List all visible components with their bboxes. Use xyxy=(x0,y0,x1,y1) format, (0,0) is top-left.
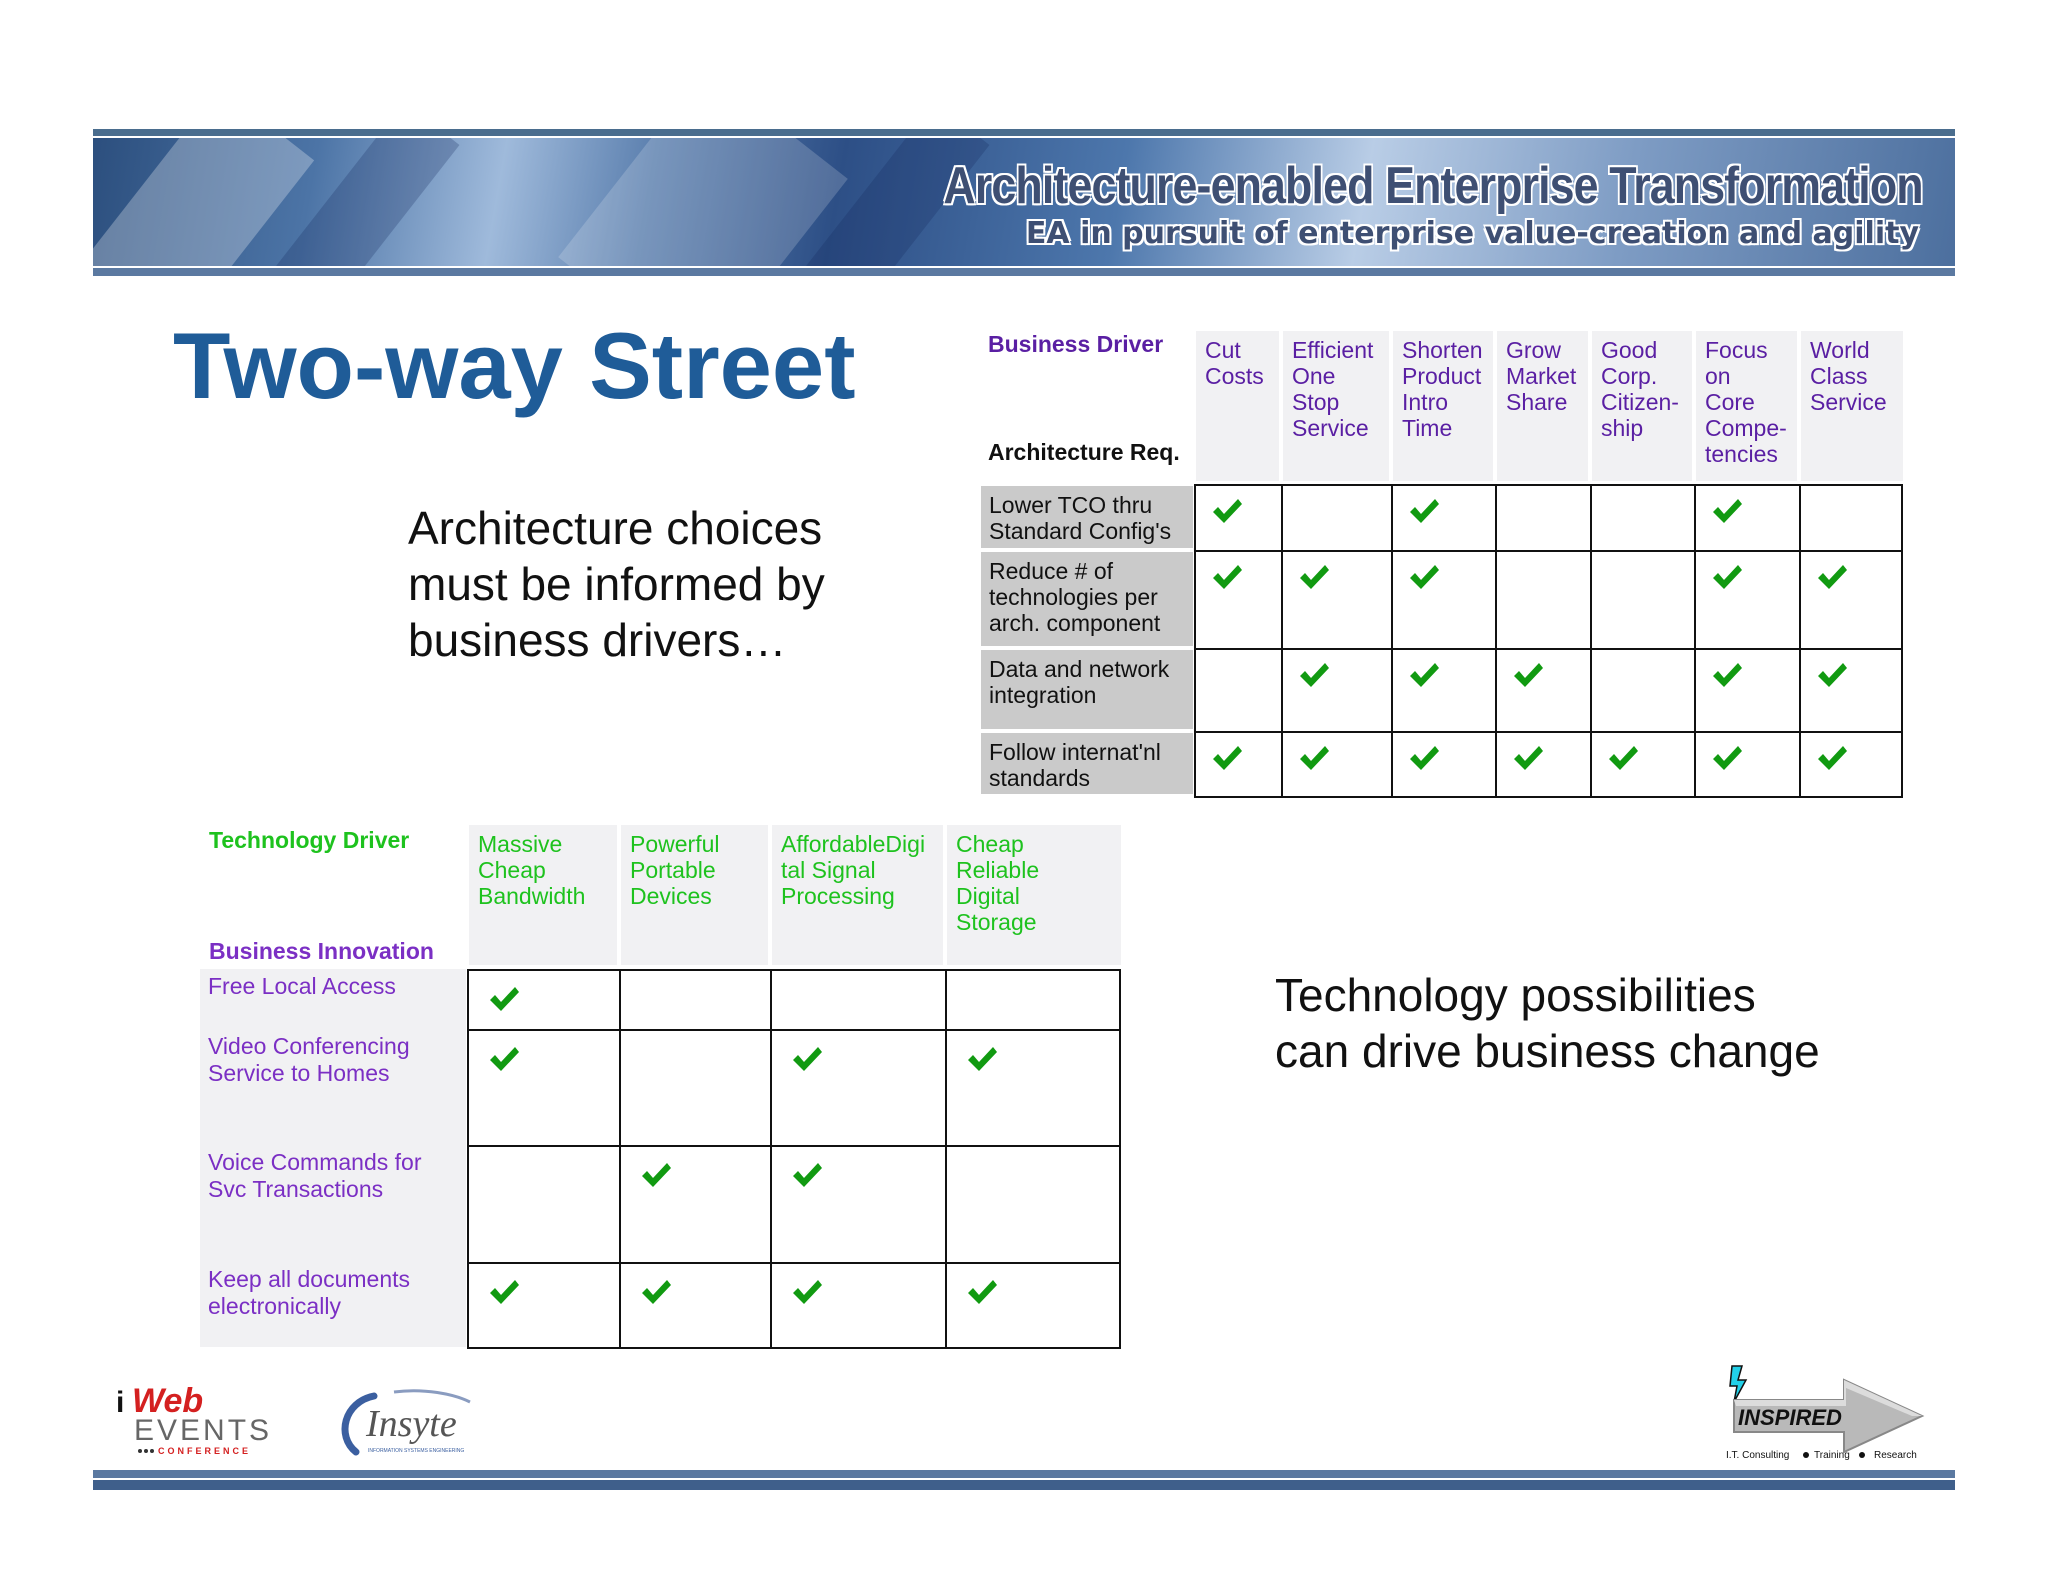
iweb-events-logo xyxy=(112,1380,312,1460)
matrix-cell xyxy=(945,1145,1121,1264)
matrix-cell xyxy=(1590,484,1696,552)
checkmark-icon xyxy=(790,1044,824,1074)
matrix-cell xyxy=(619,969,772,1031)
column-header-line: Share xyxy=(1506,389,1568,415)
checkmark-icon xyxy=(1407,660,1441,690)
statement-line: Technology possibilities xyxy=(1275,969,1756,1021)
business-innovation-row-label xyxy=(200,1262,466,1347)
row-label-line: Voice Commands for xyxy=(208,1149,422,1175)
inspired-tagline-research: Research xyxy=(1874,1450,1917,1461)
checkmark-icon xyxy=(1511,743,1545,773)
inspired-logo-graphic xyxy=(1726,1362,1926,1462)
inspired-logo xyxy=(1726,1362,1926,1462)
column-header-line: Digital xyxy=(956,883,1020,909)
matrix-cell xyxy=(1799,484,1903,552)
inspired-tagline-consulting: I.T. Consulting xyxy=(1726,1450,1790,1461)
column-header-line: Powerful xyxy=(630,831,720,857)
banner-bottom-rule xyxy=(93,268,1955,276)
statement-line: must be informed by xyxy=(408,558,825,610)
row-label-line: arch. component xyxy=(989,610,1161,636)
iweb-logo-i: i xyxy=(116,1386,125,1419)
row-label-line: Svc Transactions xyxy=(208,1176,384,1202)
banner-title: Architecture-enabled Enterprise Transformation xyxy=(943,157,1923,215)
business-driver-column-header xyxy=(1696,331,1797,481)
checkmark-icon xyxy=(1407,496,1441,526)
column-header-line: Service xyxy=(1292,415,1369,441)
matrix-cell xyxy=(1590,648,1696,733)
checkmark-icon xyxy=(1815,562,1849,592)
inspired-tagline-training: Training xyxy=(1814,1450,1850,1461)
statement-line: can drive business change xyxy=(1275,1025,1820,1077)
checkmark-icon xyxy=(1297,562,1331,592)
column-header-line: Compe- xyxy=(1705,415,1787,441)
insyte-logo xyxy=(334,1386,484,1460)
checkmark-icon xyxy=(1210,562,1244,592)
matrix-cell xyxy=(1590,550,1696,650)
iweb-logo-events: EVENTS xyxy=(134,1414,273,1447)
architecture-req-row-label xyxy=(981,733,1193,794)
column-header-line: Massive xyxy=(478,831,563,857)
column-header-line: Intro xyxy=(1402,389,1449,415)
iweb-events-logo-graphic xyxy=(112,1380,312,1460)
checkmark-icon xyxy=(1511,660,1545,690)
column-header-line: Grow xyxy=(1506,337,1561,363)
page-title: Two-way Street xyxy=(173,313,856,418)
row-label-line: Free Local Access xyxy=(208,973,396,999)
column-header-line: Stop xyxy=(1292,389,1340,415)
checkmark-icon xyxy=(639,1277,673,1307)
checkmark-icon xyxy=(1815,743,1849,773)
checkmark-icon xyxy=(1297,743,1331,773)
banner-light-beam xyxy=(558,138,848,266)
column-header-line: ship xyxy=(1601,415,1644,441)
checkmark-icon xyxy=(790,1160,824,1190)
checkmark-icon xyxy=(965,1277,999,1307)
insyte-logo-graphic xyxy=(334,1386,484,1460)
header-banner xyxy=(93,138,1955,266)
iweb-logo-word: Web xyxy=(132,1382,204,1420)
matrix-cell xyxy=(467,1145,621,1264)
statement-line: business drivers… xyxy=(408,614,787,666)
technology-driver-column-header xyxy=(621,825,768,965)
column-header-line: Bandwidth xyxy=(478,883,586,909)
matrix-cell xyxy=(1495,550,1592,650)
checkmark-icon xyxy=(1815,660,1849,690)
column-header-line: Core xyxy=(1705,389,1755,415)
checkmark-icon xyxy=(1210,496,1244,526)
architecture-req-row-label xyxy=(981,650,1193,729)
row-label-line: Standard Config's xyxy=(989,518,1172,544)
column-header-line: Cheap xyxy=(956,831,1024,857)
inspired-logo-word: INSPIRED xyxy=(1738,1405,1842,1430)
column-header-line: Cheap xyxy=(478,857,546,883)
business-driver-column-header xyxy=(1393,331,1493,481)
column-header-line: Efficient xyxy=(1292,337,1374,363)
business-innovation-row-label xyxy=(200,1029,466,1145)
row-label-line: standards xyxy=(989,765,1091,791)
footer-rule xyxy=(93,1470,1955,1478)
column-header-line: tal Signal xyxy=(781,857,876,883)
business-driver-column-header xyxy=(1196,331,1279,481)
column-header-line: Focus xyxy=(1705,337,1768,363)
banner-light-beam xyxy=(93,138,314,266)
row-label-line: Follow internat'nl xyxy=(989,739,1161,765)
column-header-line: Service xyxy=(1810,389,1887,415)
column-header-line: AffordableDigi xyxy=(781,831,926,857)
row-label-line: electronically xyxy=(208,1293,341,1319)
checkmark-icon xyxy=(965,1044,999,1074)
iweb-logo-conference: CONFERENCE xyxy=(158,1446,252,1456)
insyte-logo-tag: INFORMATION SYSTEMS ENGINEERING xyxy=(368,1448,465,1454)
column-header-line: Good xyxy=(1601,337,1658,363)
checkmark-icon xyxy=(790,1277,824,1307)
business-drivers-statement xyxy=(408,500,825,668)
column-header-line: World xyxy=(1810,337,1870,363)
technology-driver-column-header xyxy=(947,825,1121,965)
column-header-line: Processing xyxy=(781,883,895,909)
row-label-line: Service to Homes xyxy=(208,1060,390,1086)
row-label-line: integration xyxy=(989,682,1097,708)
checkmark-icon xyxy=(1407,562,1441,592)
architecture-req-label: Architecture Req. xyxy=(988,439,1180,465)
business-innovation-row-label xyxy=(200,1145,466,1262)
row-label-line: Keep all documents xyxy=(208,1266,411,1292)
row-label-line: technologies per xyxy=(989,584,1158,610)
column-header-line: tencies xyxy=(1705,441,1778,467)
checkmark-icon xyxy=(1710,660,1744,690)
business-innovation-label: Business Innovation xyxy=(209,938,434,964)
column-header-line: Portable xyxy=(630,857,716,883)
checkmark-icon xyxy=(487,984,521,1014)
business-driver-column-header xyxy=(1592,331,1692,481)
checkmark-icon xyxy=(1407,743,1441,773)
column-header-line: Storage xyxy=(956,909,1037,935)
business-driver-column-header xyxy=(1283,331,1389,481)
column-header-line: Corp. xyxy=(1601,363,1658,389)
checkmark-icon xyxy=(487,1044,521,1074)
column-header-line: on xyxy=(1705,363,1731,389)
row-label-line: Reduce # of xyxy=(989,558,1114,584)
matrix-cell xyxy=(1281,484,1393,552)
column-header-line: One xyxy=(1292,363,1336,389)
column-header-line: Cut xyxy=(1205,337,1241,363)
row-label-line: Data and network xyxy=(989,656,1170,682)
matrix-cell xyxy=(770,969,947,1031)
checkmark-icon xyxy=(487,1277,521,1307)
checkmark-icon xyxy=(1710,496,1744,526)
architecture-req-row-label xyxy=(981,486,1193,548)
technology-driver-label: Technology Driver xyxy=(209,827,410,853)
column-header-line: Citizen- xyxy=(1601,389,1679,415)
checkmark-icon xyxy=(1297,660,1331,690)
checkmark-icon xyxy=(1710,743,1744,773)
column-header-line: Costs xyxy=(1205,363,1264,389)
matrix-cell xyxy=(945,969,1121,1031)
column-header-line: Reliable xyxy=(956,857,1040,883)
checkmark-icon xyxy=(639,1160,673,1190)
technology-possibilities-statement xyxy=(1275,967,1820,1079)
statement-line: Architecture choices xyxy=(408,502,823,554)
checkmark-icon xyxy=(1210,743,1244,773)
technology-driver-column-header xyxy=(772,825,943,965)
column-header-line: Market xyxy=(1506,363,1577,389)
checkmark-icon xyxy=(1606,743,1640,773)
architecture-req-row-label xyxy=(981,552,1193,646)
footer-rule-thick xyxy=(93,1480,1955,1490)
column-header-line: Class xyxy=(1810,363,1868,389)
checkmark-icon xyxy=(1710,562,1744,592)
business-driver-column-header xyxy=(1497,331,1588,481)
column-header-line: Shorten xyxy=(1402,337,1483,363)
matrix-cell xyxy=(1194,648,1283,733)
matrix-cell xyxy=(1495,484,1592,552)
matrix-cell xyxy=(619,1029,772,1147)
column-header-line: Product xyxy=(1402,363,1482,389)
business-driver-column-header xyxy=(1801,331,1903,481)
insyte-logo-word: Insyte xyxy=(366,1403,457,1445)
banner-top-rule xyxy=(93,129,1955,136)
row-label-line: Lower TCO thru xyxy=(989,492,1153,518)
row-label-line: Video Conferencing xyxy=(208,1033,410,1059)
technology-driver-column-header xyxy=(469,825,617,965)
business-innovation-row-label xyxy=(200,969,466,1029)
business-driver-label: Business Driver xyxy=(988,331,1164,357)
column-header-line: Time xyxy=(1402,415,1453,441)
banner-subtitle: EA in pursuit of enterprise value-creation and agility xyxy=(1025,216,1919,251)
column-header-line: Devices xyxy=(630,883,712,909)
